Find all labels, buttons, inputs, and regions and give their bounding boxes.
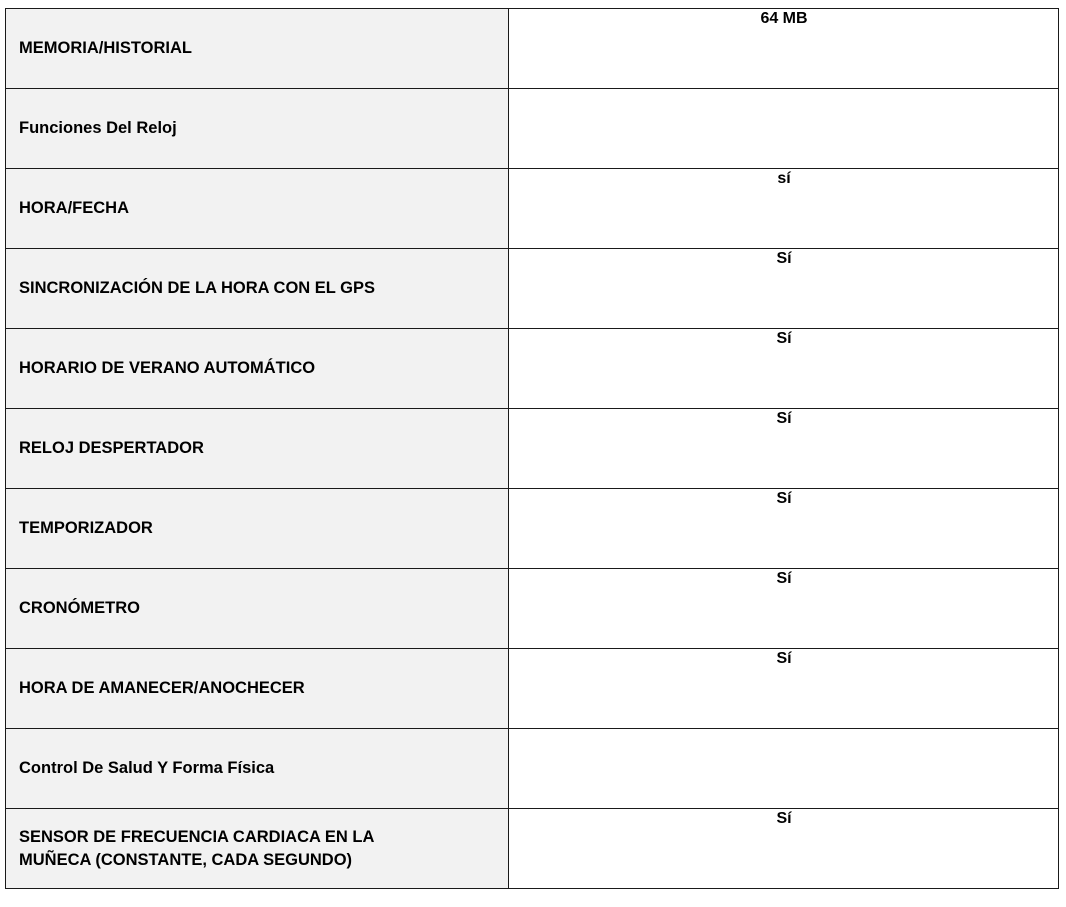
row-value <box>509 89 1059 169</box>
section-label: Funciones Del Reloj <box>6 89 509 169</box>
table-row <box>6 409 1059 489</box>
row-label: SENSOR DE FRECUENCIA CARDIACA EN LA MUÑECA (CONSTANTE, CADA SEGUNDO) <box>6 809 509 889</box>
row-label: SINCRONIZACIÓN DE LA HORA CON EL GPS <box>6 249 509 329</box>
table-row <box>6 569 1059 649</box>
row-value <box>509 169 1059 249</box>
row-label: CRONÓMETRO <box>6 569 509 649</box>
value-text: Sí <box>776 490 792 507</box>
table-row <box>6 89 1059 169</box>
table-row <box>6 169 1059 249</box>
row-value <box>509 409 1059 489</box>
value-text: Sí <box>776 650 792 667</box>
row-label: HORA/FECHA <box>6 169 509 249</box>
value-text: 64 MB <box>760 10 808 27</box>
row-value <box>509 329 1059 409</box>
row-value <box>509 649 1059 729</box>
row-label: RELOJ DESPERTADOR <box>6 409 509 489</box>
row-label: HORA DE AMANECER/ANOCHECER <box>6 649 509 729</box>
row-value <box>509 249 1059 329</box>
value-text: Sí <box>776 570 792 587</box>
value-text: Sí <box>776 810 792 827</box>
row-value <box>509 809 1059 889</box>
row-value <box>509 569 1059 649</box>
table-row <box>6 809 1059 889</box>
table-row <box>6 329 1059 409</box>
value-text: Sí <box>776 330 792 347</box>
section-label: Control De Salud Y Forma Física <box>6 729 509 809</box>
table-row <box>6 729 1059 809</box>
table-row <box>6 649 1059 729</box>
row-label: MEMORIA/HISTORIAL <box>6 9 509 89</box>
specifications-table <box>5 8 1059 889</box>
table-row <box>6 489 1059 569</box>
row-value <box>509 489 1059 569</box>
row-label: HORARIO DE VERANO AUTOMÁTICO <box>6 329 509 409</box>
table-row <box>6 249 1059 329</box>
value-text: Sí <box>776 250 792 267</box>
value-text: Sí <box>776 410 792 427</box>
row-label: TEMPORIZADOR <box>6 489 509 569</box>
table-row <box>6 9 1059 89</box>
value-text: sí <box>777 170 791 187</box>
row-value <box>509 729 1059 809</box>
row-value <box>509 9 1059 89</box>
